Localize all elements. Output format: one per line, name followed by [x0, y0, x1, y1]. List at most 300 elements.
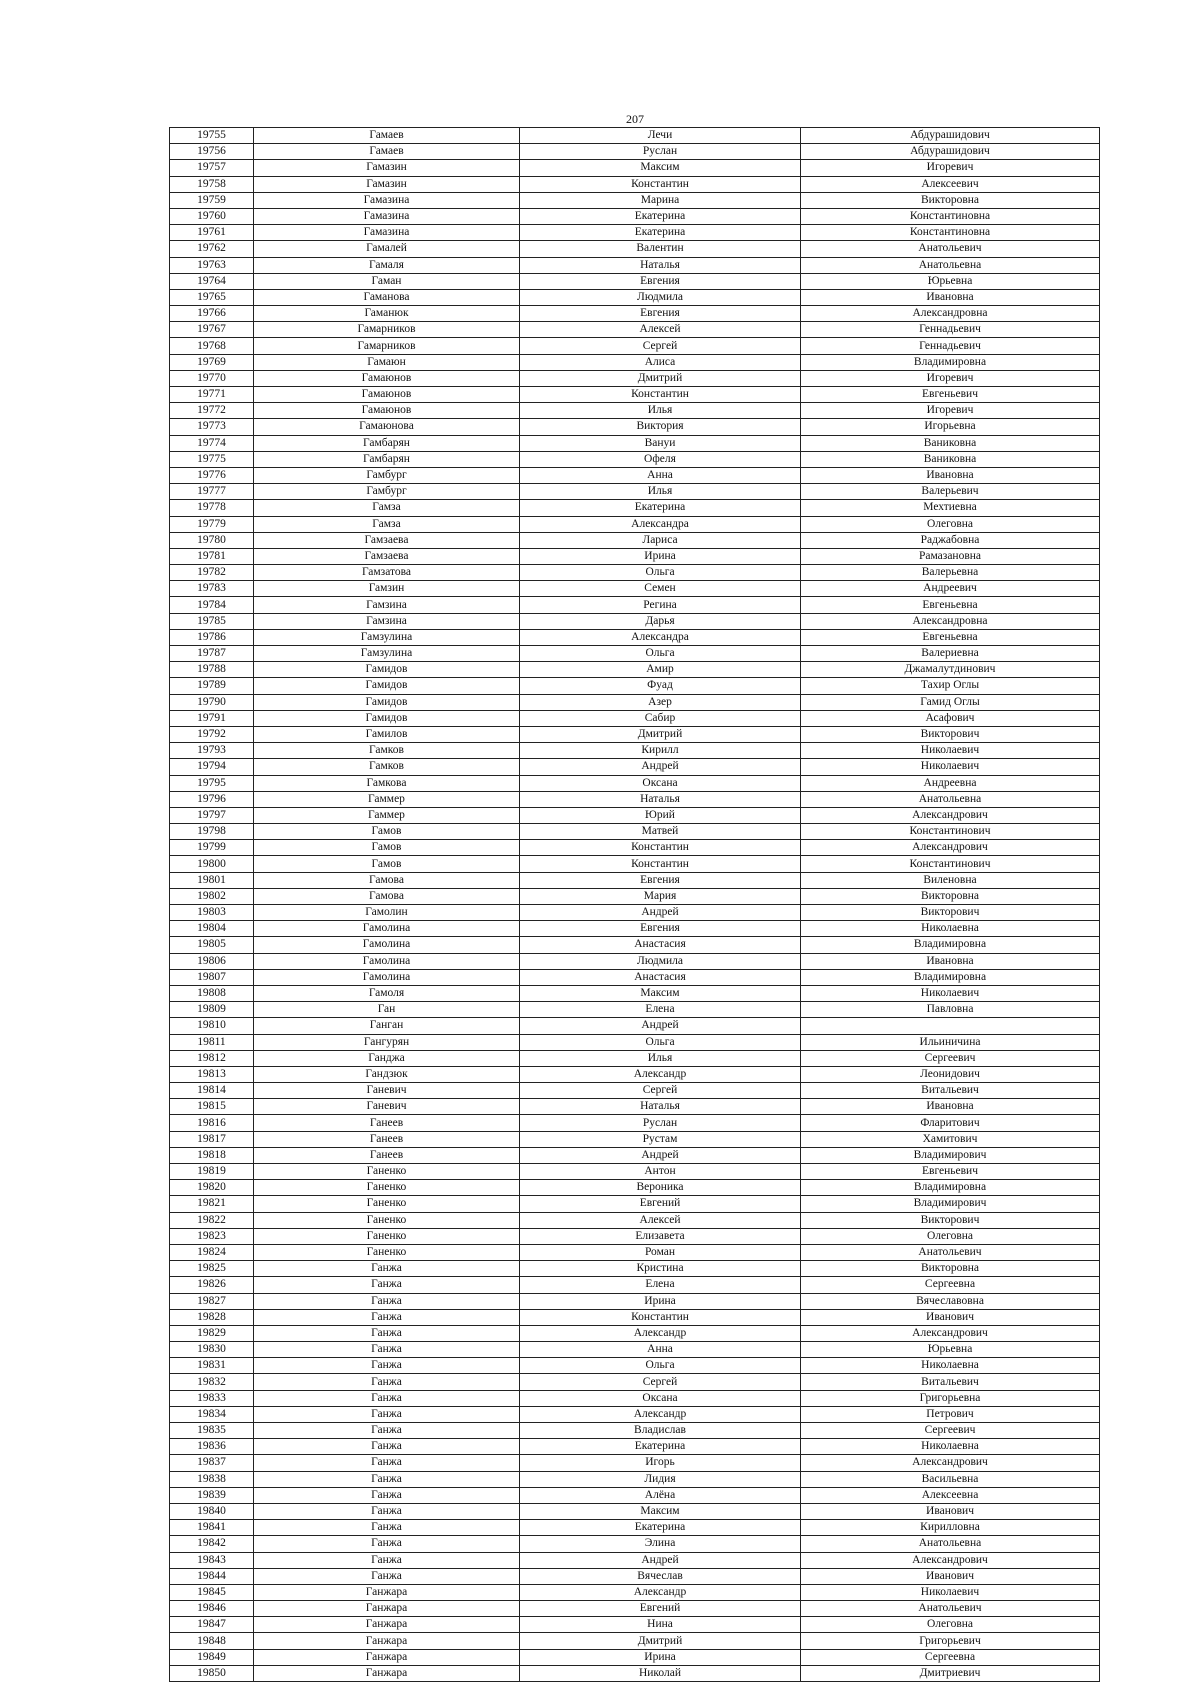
first-name-cell: Ирина	[520, 1649, 801, 1665]
first-name-cell: Алиса	[520, 354, 801, 370]
table-row	[170, 451, 1100, 467]
first-name-cell: Семен	[520, 581, 801, 597]
record-number-cell: 19842	[170, 1536, 254, 1552]
table-row	[170, 1147, 1100, 1163]
table-row	[170, 1115, 1100, 1131]
first-name-cell: Алексей	[520, 322, 801, 338]
patronymic-cell: Витальевич	[801, 1083, 1100, 1099]
first-name-cell: Сергей	[520, 338, 801, 354]
first-name-cell: Вануи	[520, 435, 801, 451]
table-row	[170, 1228, 1100, 1244]
patronymic-cell: Николаевич	[801, 759, 1100, 775]
first-name-cell: Екатерина	[520, 500, 801, 516]
record-number-cell: 19792	[170, 726, 254, 742]
table-row	[170, 1584, 1100, 1600]
first-name-cell: Руслан	[520, 1115, 801, 1131]
record-number-cell: 19850	[170, 1665, 254, 1681]
record-number-cell: 19819	[170, 1164, 254, 1180]
record-number-cell: 19776	[170, 467, 254, 483]
first-name-cell: Андрей	[520, 905, 801, 921]
patronymic-cell: Константинович	[801, 856, 1100, 872]
table-row	[170, 791, 1100, 807]
record-number-cell: 19777	[170, 484, 254, 500]
patronymic-cell: Александровна	[801, 613, 1100, 629]
first-name-cell: Матвей	[520, 824, 801, 840]
table-row	[170, 1471, 1100, 1487]
table-row	[170, 1083, 1100, 1099]
patronymic-cell: Андреевич	[801, 581, 1100, 597]
record-number-cell: 19834	[170, 1406, 254, 1422]
record-number-cell: 19827	[170, 1293, 254, 1309]
first-name-cell: Сабир	[520, 710, 801, 726]
patronymic-cell: Петрович	[801, 1406, 1100, 1422]
record-number-cell: 19822	[170, 1212, 254, 1228]
table-row	[170, 1325, 1100, 1341]
record-number-cell: 19817	[170, 1131, 254, 1147]
first-name-cell: Александр	[520, 1406, 801, 1422]
first-name-cell: Максим	[520, 985, 801, 1001]
patronymic-cell: Раджабовна	[801, 532, 1100, 548]
first-name-cell: Андрей	[520, 1552, 801, 1568]
record-number-cell: 19799	[170, 840, 254, 856]
record-number-cell: 19764	[170, 273, 254, 289]
first-name-cell: Роман	[520, 1244, 801, 1260]
last-name-cell: Гамзин	[254, 581, 520, 597]
record-number-cell: 19821	[170, 1196, 254, 1212]
table-row	[170, 629, 1100, 645]
last-name-cell: Ганжа	[254, 1423, 520, 1439]
record-number-cell: 19773	[170, 419, 254, 435]
last-name-cell: Гаммер	[254, 807, 520, 823]
record-number-cell: 19757	[170, 160, 254, 176]
record-number-cell: 19758	[170, 176, 254, 192]
patronymic-cell: Фларитович	[801, 1115, 1100, 1131]
patronymic-cell: Сергеевна	[801, 1277, 1100, 1293]
patronymic-cell: Олеговна	[801, 1617, 1100, 1633]
record-number-cell: 19769	[170, 354, 254, 370]
table-row	[170, 1196, 1100, 1212]
table-row	[170, 1520, 1100, 1536]
record-number-cell: 19824	[170, 1244, 254, 1260]
table-row	[170, 1665, 1100, 1681]
record-number-cell: 19770	[170, 370, 254, 386]
record-number-cell: 19767	[170, 322, 254, 338]
last-name-cell: Ганжа	[254, 1358, 520, 1374]
last-name-cell: Гамзина	[254, 613, 520, 629]
table-row	[170, 1002, 1100, 1018]
last-name-cell: Ганжа	[254, 1503, 520, 1519]
table-row	[170, 387, 1100, 403]
last-name-cell: Гаманова	[254, 289, 520, 305]
patronymic-cell: Юрьевна	[801, 273, 1100, 289]
record-number-cell: 19803	[170, 905, 254, 921]
patronymic-cell: Леонидович	[801, 1066, 1100, 1082]
first-name-cell: Регина	[520, 597, 801, 613]
record-number-cell: 19807	[170, 969, 254, 985]
patronymic-cell: Сергеевич	[801, 1423, 1100, 1439]
last-name-cell: Гамова	[254, 872, 520, 888]
patronymic-cell: Николаевна	[801, 1439, 1100, 1455]
last-name-cell: Ганжа	[254, 1390, 520, 1406]
table-row	[170, 1358, 1100, 1374]
patronymic-cell: Ивановна	[801, 467, 1100, 483]
patronymic-cell: Владимировна	[801, 969, 1100, 985]
last-name-cell: Гаманюк	[254, 306, 520, 322]
table-row	[170, 807, 1100, 823]
patronymic-cell: Николаевич	[801, 1584, 1100, 1600]
last-name-cell: Ганжара	[254, 1601, 520, 1617]
record-number-cell: 19845	[170, 1584, 254, 1600]
last-name-cell: Ганжара	[254, 1665, 520, 1681]
table-row	[170, 419, 1100, 435]
table-row	[170, 710, 1100, 726]
first-name-cell: Юрий	[520, 807, 801, 823]
table-row	[170, 1439, 1100, 1455]
record-number-cell: 19831	[170, 1358, 254, 1374]
table-row	[170, 1406, 1100, 1422]
last-name-cell: Гамолина	[254, 969, 520, 985]
last-name-cell: Гамзаева	[254, 532, 520, 548]
last-name-cell: Гаман	[254, 273, 520, 289]
patronymic-cell: Ивановна	[801, 1099, 1100, 1115]
first-name-cell: Элина	[520, 1536, 801, 1552]
last-name-cell: Гамзаева	[254, 548, 520, 564]
patronymic-cell: Валерьевич	[801, 484, 1100, 500]
record-number-cell: 19820	[170, 1180, 254, 1196]
record-number-cell: 19804	[170, 921, 254, 937]
last-name-cell: Ганжа	[254, 1536, 520, 1552]
last-name-cell: Ганевич	[254, 1083, 520, 1099]
record-number-cell: 19763	[170, 257, 254, 273]
patronymic-cell: Виленовна	[801, 872, 1100, 888]
table-row	[170, 1261, 1100, 1277]
last-name-cell: Гамаев	[254, 144, 520, 160]
patronymic-cell: Валериевна	[801, 646, 1100, 662]
table-row	[170, 435, 1100, 451]
last-name-cell: Ган	[254, 1002, 520, 1018]
record-number-cell: 19846	[170, 1601, 254, 1617]
record-number-cell: 19801	[170, 872, 254, 888]
first-name-cell: Анна	[520, 467, 801, 483]
last-name-cell: Гамзина	[254, 597, 520, 613]
page-number: 207	[626, 112, 644, 126]
last-name-cell: Гамаюнов	[254, 387, 520, 403]
last-name-cell: Гамзулина	[254, 646, 520, 662]
last-name-cell: Ганенко	[254, 1164, 520, 1180]
record-number-cell: 19775	[170, 451, 254, 467]
table-row	[170, 354, 1100, 370]
last-name-cell: Гамолина	[254, 953, 520, 969]
patronymic-cell: Анатольевна	[801, 1536, 1100, 1552]
record-number-cell: 19836	[170, 1439, 254, 1455]
last-name-cell: Гамидов	[254, 662, 520, 678]
last-name-cell: Гамаюнов	[254, 403, 520, 419]
table-row	[170, 759, 1100, 775]
patronymic-cell: Александрович	[801, 840, 1100, 856]
last-name-cell: Гамолина	[254, 937, 520, 953]
record-number-cell: 19847	[170, 1617, 254, 1633]
patronymic-cell: Ваниковна	[801, 435, 1100, 451]
table-row	[170, 824, 1100, 840]
table-row	[170, 1131, 1100, 1147]
patronymic-cell: Геннадьевич	[801, 338, 1100, 354]
table-row	[170, 1633, 1100, 1649]
last-name-cell: Гамидов	[254, 710, 520, 726]
table-row	[170, 1018, 1100, 1034]
patronymic-cell: Евгеньевна	[801, 597, 1100, 613]
record-number-cell: 19779	[170, 516, 254, 532]
first-name-cell: Наталья	[520, 1099, 801, 1115]
table-row	[170, 1277, 1100, 1293]
last-name-cell: Ганжара	[254, 1633, 520, 1649]
first-name-cell: Константин	[520, 1309, 801, 1325]
first-name-cell: Дмитрий	[520, 1633, 801, 1649]
table-row	[170, 289, 1100, 305]
record-number-cell: 19772	[170, 403, 254, 419]
first-name-cell: Анастасия	[520, 937, 801, 953]
first-name-cell: Вероника	[520, 1180, 801, 1196]
patronymic-cell: Ваниковна	[801, 451, 1100, 467]
last-name-cell: Гамазин	[254, 160, 520, 176]
first-name-cell: Евгения	[520, 872, 801, 888]
last-name-cell: Гамбург	[254, 467, 520, 483]
last-name-cell: Ганжа	[254, 1455, 520, 1471]
last-name-cell: Гамза	[254, 516, 520, 532]
table-row	[170, 516, 1100, 532]
last-name-cell: Ганеев	[254, 1147, 520, 1163]
patronymic-cell: Игоревич	[801, 403, 1100, 419]
record-number-cell: 19771	[170, 387, 254, 403]
patronymic-cell: Константиновна	[801, 225, 1100, 241]
last-name-cell: Ганжа	[254, 1277, 520, 1293]
last-name-cell: Гамков	[254, 759, 520, 775]
table-row	[170, 532, 1100, 548]
record-number-cell: 19806	[170, 953, 254, 969]
first-name-cell: Людмила	[520, 289, 801, 305]
patronymic-cell: Игорьевна	[801, 419, 1100, 435]
patronymic-cell: Анатольевич	[801, 1244, 1100, 1260]
patronymic-cell: Дмитриевич	[801, 1665, 1100, 1681]
record-number-cell: 19830	[170, 1342, 254, 1358]
first-name-cell: Максим	[520, 160, 801, 176]
last-name-cell: Ганжа	[254, 1552, 520, 1568]
patronymic-cell: Евгеньевич	[801, 1164, 1100, 1180]
record-number-cell: 19814	[170, 1083, 254, 1099]
last-name-cell: Гамазина	[254, 208, 520, 224]
first-name-cell: Екатерина	[520, 1439, 801, 1455]
patronymic-cell: Абдурашидович	[801, 128, 1100, 144]
patronymic-cell: Николаевна	[801, 1358, 1100, 1374]
record-number-cell: 19815	[170, 1099, 254, 1115]
patronymic-cell: Анатольевна	[801, 791, 1100, 807]
first-name-cell: Николай	[520, 1665, 801, 1681]
table-row	[170, 1568, 1100, 1584]
first-name-cell: Евгения	[520, 306, 801, 322]
first-name-cell: Екатерина	[520, 1520, 801, 1536]
patronymic-cell: Николаевна	[801, 921, 1100, 937]
table-row	[170, 1164, 1100, 1180]
record-number-cell: 19825	[170, 1261, 254, 1277]
table-row	[170, 937, 1100, 953]
first-name-cell: Вячеслав	[520, 1568, 801, 1584]
patronymic-cell: Тахир Оглы	[801, 678, 1100, 694]
last-name-cell: Гамаев	[254, 128, 520, 144]
table-row	[170, 548, 1100, 564]
first-name-cell: Антон	[520, 1164, 801, 1180]
last-name-cell: Гамов	[254, 856, 520, 872]
first-name-cell: Константин	[520, 176, 801, 192]
table-row	[170, 840, 1100, 856]
patronymic-cell: Васильевна	[801, 1471, 1100, 1487]
first-name-cell: Александра	[520, 516, 801, 532]
first-name-cell: Евгения	[520, 921, 801, 937]
last-name-cell: Ганевич	[254, 1099, 520, 1115]
last-name-cell: Гамаля	[254, 257, 520, 273]
last-name-cell: Ганжа	[254, 1487, 520, 1503]
record-number-cell: 19835	[170, 1423, 254, 1439]
record-number-cell: 19805	[170, 937, 254, 953]
record-number-cell: 19849	[170, 1649, 254, 1665]
last-name-cell: Ганенко	[254, 1196, 520, 1212]
record-number-cell: 19800	[170, 856, 254, 872]
patronymic-cell: Андреевна	[801, 775, 1100, 791]
first-name-cell: Илья	[520, 1050, 801, 1066]
table-row	[170, 597, 1100, 613]
last-name-cell: Гамбарян	[254, 435, 520, 451]
table-row	[170, 1244, 1100, 1260]
table-row	[170, 694, 1100, 710]
record-number-cell: 19789	[170, 678, 254, 694]
record-number-cell: 19774	[170, 435, 254, 451]
patronymic-cell: Владимирович	[801, 1196, 1100, 1212]
first-name-cell: Ольга	[520, 1034, 801, 1050]
table-row	[170, 1034, 1100, 1050]
last-name-cell: Гамолина	[254, 921, 520, 937]
table-row	[170, 743, 1100, 759]
table-row	[170, 370, 1100, 386]
record-number-cell: 19765	[170, 289, 254, 305]
table-row	[170, 1455, 1100, 1471]
patronymic-cell: Абдурашидович	[801, 144, 1100, 160]
first-name-cell: Мария	[520, 888, 801, 904]
patronymic-cell: Григорьевна	[801, 1390, 1100, 1406]
record-number-cell: 19810	[170, 1018, 254, 1034]
record-number-cell: 19786	[170, 629, 254, 645]
patronymic-cell: Гамид Оглы	[801, 694, 1100, 710]
last-name-cell: Ганеев	[254, 1131, 520, 1147]
record-number-cell: 19816	[170, 1115, 254, 1131]
last-name-cell: Ганган	[254, 1018, 520, 1034]
table-row	[170, 257, 1100, 273]
patronymic-cell: Владимировна	[801, 1180, 1100, 1196]
record-number-cell: 19833	[170, 1390, 254, 1406]
table-row	[170, 953, 1100, 969]
first-name-cell: Илья	[520, 403, 801, 419]
record-number-cell: 19787	[170, 646, 254, 662]
table-row	[170, 208, 1100, 224]
record-number-cell: 19844	[170, 1568, 254, 1584]
last-name-cell: Гамидов	[254, 678, 520, 694]
record-number-cell: 19832	[170, 1374, 254, 1390]
last-name-cell: Ганжара	[254, 1649, 520, 1665]
table-row	[170, 1390, 1100, 1406]
last-name-cell: Гамбарян	[254, 451, 520, 467]
first-name-cell: Азер	[520, 694, 801, 710]
last-name-cell: Гандзюк	[254, 1066, 520, 1082]
patronymic-cell: Александрович	[801, 807, 1100, 823]
table-row	[170, 1487, 1100, 1503]
table-row	[170, 1503, 1100, 1519]
record-number-cell: 19780	[170, 532, 254, 548]
first-name-cell: Оксана	[520, 775, 801, 791]
first-name-cell: Дмитрий	[520, 370, 801, 386]
record-number-cell: 19797	[170, 807, 254, 823]
record-number-cell: 19812	[170, 1050, 254, 1066]
first-name-cell: Александр	[520, 1584, 801, 1600]
record-number-cell: 19756	[170, 144, 254, 160]
patronymic-cell: Анатольевич	[801, 1601, 1100, 1617]
record-number-cell: 19790	[170, 694, 254, 710]
table-row	[170, 1601, 1100, 1617]
last-name-cell: Ганжа	[254, 1374, 520, 1390]
last-name-cell: Гангурян	[254, 1034, 520, 1050]
record-number-cell: 19768	[170, 338, 254, 354]
patronymic-cell: Юрьевна	[801, 1342, 1100, 1358]
record-number-cell: 19788	[170, 662, 254, 678]
first-name-cell: Ирина	[520, 548, 801, 564]
last-name-cell: Гамазин	[254, 176, 520, 192]
record-number-cell: 19796	[170, 791, 254, 807]
first-name-cell: Лечи	[520, 128, 801, 144]
last-name-cell: Гаммер	[254, 791, 520, 807]
patronymic-cell: Рамазановна	[801, 548, 1100, 564]
table-row	[170, 500, 1100, 516]
last-name-cell: Ганенко	[254, 1228, 520, 1244]
table-row	[170, 144, 1100, 160]
patronymic-cell: Геннадьевич	[801, 322, 1100, 338]
patronymic-cell: Игоревич	[801, 370, 1100, 386]
last-name-cell: Ганжа	[254, 1342, 520, 1358]
record-number-cell: 19798	[170, 824, 254, 840]
first-name-cell: Алексей	[520, 1212, 801, 1228]
record-number-cell: 19778	[170, 500, 254, 516]
first-name-cell: Ольга	[520, 565, 801, 581]
record-number-cell: 19809	[170, 1002, 254, 1018]
first-name-cell: Лидия	[520, 1471, 801, 1487]
last-name-cell: Гамзатова	[254, 565, 520, 581]
first-name-cell: Елизавета	[520, 1228, 801, 1244]
first-name-cell: Максим	[520, 1503, 801, 1519]
patronymic-cell: Ивановна	[801, 289, 1100, 305]
first-name-cell: Нина	[520, 1617, 801, 1633]
first-name-cell: Марина	[520, 192, 801, 208]
last-name-cell: Гамидов	[254, 694, 520, 710]
table-row	[170, 484, 1100, 500]
patronymic-cell: Константиновна	[801, 208, 1100, 224]
patronymic-cell: Евгеньевна	[801, 629, 1100, 645]
patronymic-cell: Викторовна	[801, 888, 1100, 904]
record-number-cell: 19808	[170, 985, 254, 1001]
last-name-cell: Ганжа	[254, 1309, 520, 1325]
first-name-cell: Константин	[520, 856, 801, 872]
record-number-cell: 19793	[170, 743, 254, 759]
last-name-cell: Гамалей	[254, 241, 520, 257]
table-row	[170, 273, 1100, 289]
last-name-cell: Ганжа	[254, 1293, 520, 1309]
table-row	[170, 646, 1100, 662]
patronymic-cell: Владимировна	[801, 937, 1100, 953]
table-row	[170, 662, 1100, 678]
